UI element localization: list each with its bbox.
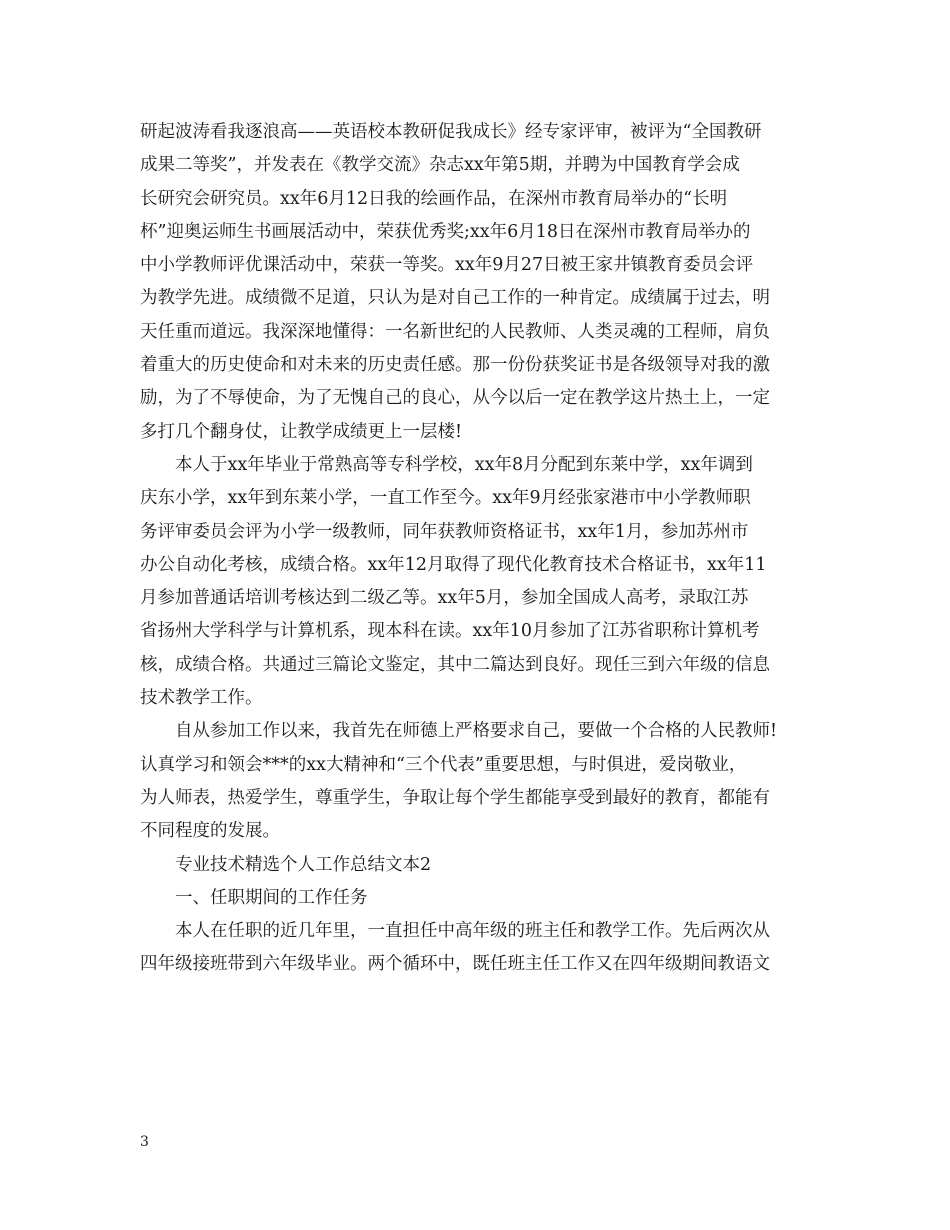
text-line: 为人师表，热爱学生，尊重学生，争取让每个学生都能享受到最好的教育，都能有 xyxy=(140,787,770,808)
page-number: 3 xyxy=(140,1134,149,1150)
text-line: 成果二等奖”，并发表在《教学交流》杂志xx年第5期，并聘为中国教育学会成 xyxy=(140,155,740,176)
text-line: 中小学教师评优课活动中，荣获一等奖。xx年9月27日被王家井镇教育委员会评 xyxy=(140,255,754,276)
text-line: 杯”迎奥运师生书画展活动中，荣获优秀奖;xx年6月18日在深州市教育局举办的 xyxy=(140,221,751,242)
text-line: 不同程度的发展。 xyxy=(140,821,280,842)
text-line: 多打几个翻身仗，让教学成绩更上一层楼! xyxy=(140,421,463,442)
text-line: 长研究会研究员。xx年6月12日我的绘画作品，在深州市教育局举办的“长明 xyxy=(140,188,728,209)
text-line: 省扬州大学科学与计算机系，现本科在读。xx年10月参加了江苏省职称计算机考 xyxy=(140,621,760,642)
text-line: 自从参加工作以来，我首先在师德上严格要求自己，要做一个合格的人民教师! xyxy=(140,721,778,742)
text-line: 着重大的历史使命和对未来的历史责任感。那一份份获奖证书是各级领导对我的激 xyxy=(140,355,770,376)
document-body xyxy=(140,116,810,982)
text-line: 技术教学工作。 xyxy=(140,688,263,709)
section-heading: 专业技术精选个人工作总结文本2 xyxy=(140,854,432,875)
text-line: 认真学习和领会***的xx大精神和“三个代表”重要思想，与时俱进，爱岗敬业， xyxy=(140,754,747,775)
text-line: 务评审委员会评为小学一级教师，同年获教师资格证书，xx年1月，参加苏州市 xyxy=(140,521,749,542)
text-line: 研起波涛看我逐浪高——英语校本教研促我成长》经专家评审，被评为“全国教研 xyxy=(140,122,762,142)
text-line: 天任重而道远。我深深地懂得：一名新世纪的人民教师、人类灵魂的工程师，肩负 xyxy=(140,321,770,342)
text-line: 月参加普通话培训考核达到二级乙等。xx年5月，参加全国成人高考，录取江苏 xyxy=(140,588,749,609)
text-line: 办公自动化考核，成绩合格。xx年12月取得了现代化教育技术合格证书，xx年11 xyxy=(140,554,767,575)
text-line: 励，为了不辱使命，为了无愧自己的良心，从今以后一定在教学这片热土上，一定 xyxy=(140,388,770,409)
text-line: 庆东小学，xx年到东莱小学，一直工作至今。xx年9月经张家港市中小学教师职 xyxy=(140,488,751,509)
text-line: 本人在任职的近几年里，一直担任中高年级的班主任和教学工作。先后两次从 xyxy=(140,921,770,942)
text-line: 本人于xx年毕业于常熟高等专科学校，xx年8月分配到东莱中学，xx年调到 xyxy=(140,454,753,475)
text-line: 为教学先进。成绩微不足道，只认为是对自己工作的一种肯定。成绩属于过去，明 xyxy=(140,288,770,309)
text-line: 四年级接班带到六年级毕业。两个循环中，既任班主任工作又在四年级期间教语文 xyxy=(140,954,770,975)
section-subheading: 一、任职期间的工作任务 xyxy=(140,887,368,908)
text-line: 核，成绩合格。共通过三篇论文鉴定，其中二篇达到良好。现任三到六年级的信息 xyxy=(140,654,770,675)
